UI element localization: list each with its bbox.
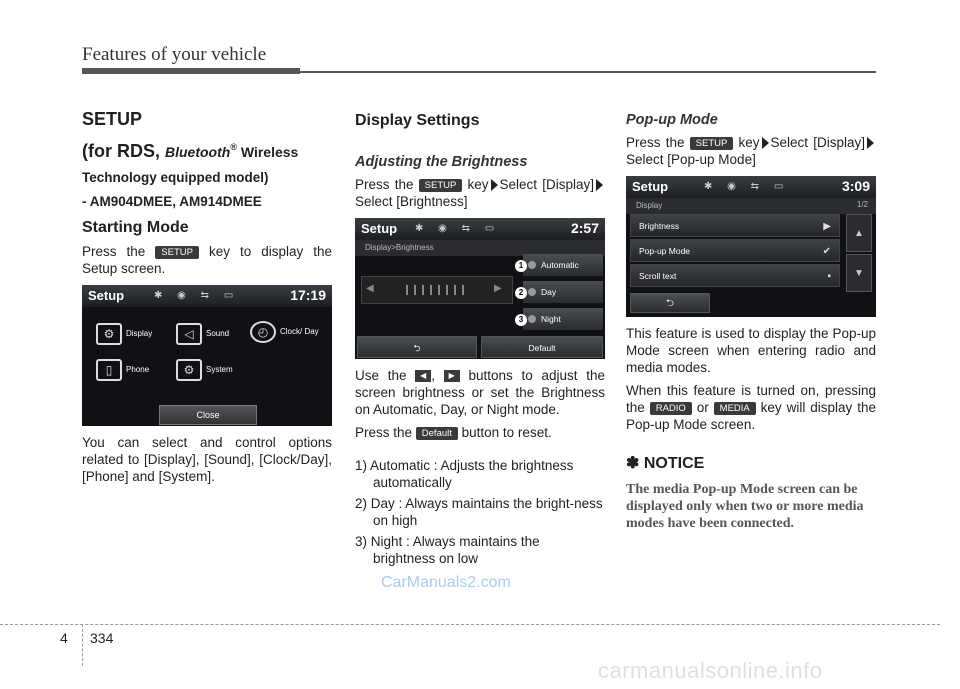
day-option[interactable]: Day — [523, 281, 603, 303]
adjust-text: Use the ◀ , ▶ buttons to adjust the screen brightness or set the Brightness on Automatic, Day, or Night mode. — [355, 368, 605, 417]
display-settings-heading: Display Settings — [355, 112, 480, 129]
brightness-instructions: Press the SETUP key Select [Display]Select [Brightness] — [355, 176, 605, 210]
starting-mode-text: Press the SETUP key to display the Setup screen. — [82, 244, 333, 276]
arrow-icon — [762, 137, 769, 149]
reset-text: Press the Default button to reset. — [355, 425, 552, 440]
speaker-icon: ◁ — [176, 323, 202, 345]
night-option[interactable]: Night — [523, 308, 603, 330]
scroll-up-button[interactable]: ▲ — [846, 214, 872, 252]
sound-tile[interactable]: ◁ Sound — [176, 323, 229, 345]
display-icon: ⚙ — [96, 323, 122, 345]
clock-icon: ◴ — [250, 321, 276, 343]
watermark: CarManuals2.com — [381, 574, 511, 591]
chevron-right-icon: ▶ — [823, 221, 831, 232]
tech-subheading: Technology equipped model) — [82, 170, 269, 185]
status-icons: ✱ ◉ ⇆ ▭ — [415, 223, 501, 234]
header-rule — [300, 71, 876, 73]
phone-icon: ▯ — [96, 359, 122, 381]
list-item: 2) Day : Always maintains the bright-ness on high — [355, 496, 603, 528]
radio-key: RADIO — [650, 402, 692, 415]
status-icons: ✱ ◉ ⇆ ▭ — [154, 290, 240, 301]
setup-heading: SETUP — [82, 109, 143, 129]
brightness-slider[interactable] — [361, 276, 513, 304]
brightness-row[interactable]: Brightness ▶ — [630, 214, 840, 237]
scroll-down-button[interactable]: ▼ — [846, 254, 872, 292]
gear-icon: ⚙ — [176, 359, 202, 381]
screen-title: Setup — [361, 221, 398, 236]
back-button[interactable] — [630, 293, 710, 313]
clock-day-tile[interactable]: ◴ Clock/ Day — [250, 321, 328, 343]
check-icon: ✔ — [822, 246, 831, 257]
back-icon: ⮌ — [665, 298, 674, 309]
popup-keys-text: When this feature is turned on, pressing the RADIO or MEDIA key will display the Pop-up Mode screen. — [626, 383, 876, 432]
callout-3: 3 — [515, 314, 527, 326]
header-bar — [82, 68, 300, 74]
column-setup — [82, 108, 332, 491]
checkbox-icon: ▪ — [827, 271, 831, 282]
arrow-icon — [867, 137, 874, 149]
back-button[interactable]: ⮌ — [357, 336, 477, 358]
notice-heading: ✽ NOTICE — [626, 455, 705, 472]
screen-clock: 2:57 — [570, 220, 599, 236]
setup-options-text: You can select and control options related to [Display], [Sound], [Clock/Day], [Phone] and [System]. — [82, 435, 332, 484]
arrow-icon — [596, 179, 603, 191]
setup-key: SETUP — [155, 246, 199, 259]
notice-text: The media Pop-up Mode screen can be displayed only when two or more media modes have been connected. — [626, 482, 864, 531]
popup-mode-row[interactable]: Pop-up Mode ✔ — [630, 239, 840, 262]
popup-description: This feature is used to display the Pop-up Mode screen when entering radio and media modes. — [626, 326, 876, 375]
default-button[interactable]: Default — [481, 336, 603, 358]
rds-heading: (for RDS, Bluetooth® Wireless — [82, 141, 299, 161]
chapter-number: 4 — [60, 630, 68, 646]
watermark: carmanualsonline.info — [598, 658, 823, 683]
footer-rule — [0, 624, 940, 625]
setup-screen — [82, 285, 332, 426]
callout-2: 2 — [515, 287, 527, 299]
brightness-screen — [355, 218, 605, 359]
column-popup — [626, 108, 876, 532]
left-arrow-icon: ◀ — [415, 370, 431, 382]
screen-title: Setup — [88, 288, 125, 303]
column-display — [355, 108, 605, 571]
status-icons: ✱ ◉ ⇆ ▭ — [704, 181, 790, 192]
popup-heading: Pop-up Mode — [626, 112, 718, 128]
media-key: MEDIA — [714, 402, 756, 415]
left-arrow-icon[interactable]: ◀ — [366, 283, 374, 294]
page-number: 334 — [90, 630, 114, 646]
screen-clock: 3:09 — [841, 178, 870, 194]
breadcrumb: Display>Brightness — [355, 240, 605, 256]
list-item: 1) Automatic : Adjusts the brightness automatically — [355, 458, 574, 490]
default-key: Default — [416, 427, 458, 440]
starting-mode-heading: Starting Mode — [82, 219, 189, 236]
close-button[interactable]: Close — [159, 405, 257, 425]
right-arrow-icon[interactable]: ▶ — [494, 283, 502, 294]
footer-divider — [82, 624, 83, 666]
models-subheading: - AM904DMEE, AM914DMEE — [82, 194, 262, 209]
list-item: 3) Night : Always maintains the brightness on low — [355, 534, 540, 566]
screen-title: Setup — [632, 179, 669, 194]
right-arrow-icon: ▶ — [444, 370, 460, 382]
callout-1: 1 — [515, 260, 527, 272]
setup-key: SETUP — [690, 137, 734, 150]
header-title: Features of your vehicle — [82, 44, 267, 65]
popup-screen — [626, 176, 876, 317]
arrow-icon — [491, 179, 498, 191]
screen-clock: 17:19 — [290, 287, 326, 303]
page-indicator: 1/2 — [856, 200, 868, 209]
scroll-text-row[interactable]: Scroll text ▪ — [630, 264, 840, 287]
popup-instructions: Press the SETUP key Select [Display]Select [Pop-up Mode] — [626, 134, 876, 168]
system-tile[interactable]: ⚙ System — [176, 359, 233, 381]
brightness-heading: Adjusting the Brightness — [355, 154, 528, 170]
automatic-option[interactable]: Automatic — [523, 254, 603, 276]
setup-key: SETUP — [419, 179, 463, 192]
breadcrumb: Display — [626, 198, 876, 214]
display-tile[interactable]: ⚙ Display — [96, 323, 152, 345]
phone-tile[interactable]: ▯ Phone — [96, 359, 149, 381]
